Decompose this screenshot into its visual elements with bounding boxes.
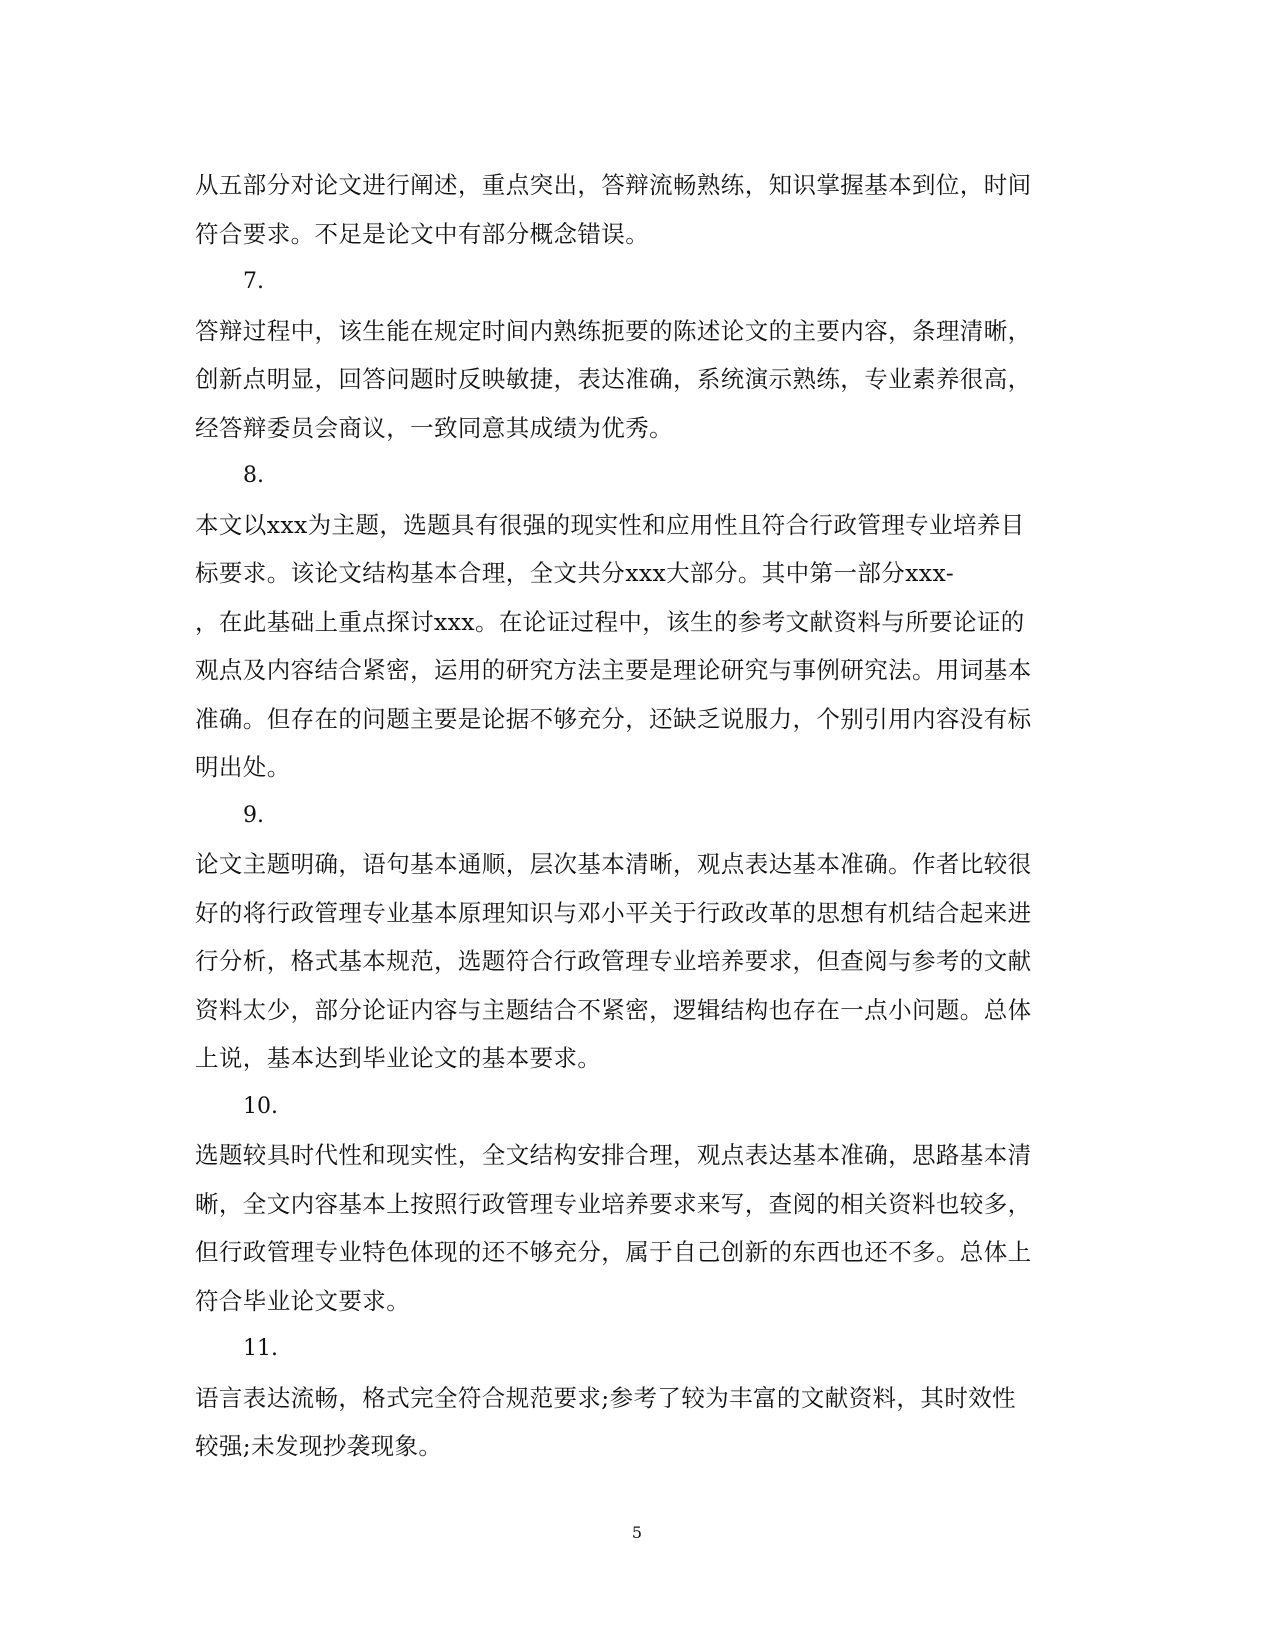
- text-line: 行分析，格式基本规范，选题符合行政管理专业培养要求，但查阅与参考的文献: [195, 947, 1032, 975]
- text-line: 论文主题明确，语句基本通顺，层次基本清晰，观点表达基本准确。作者比较很: [195, 850, 1032, 878]
- text-line: 好的将行政管理专业基本原理知识与邓小平关于行政改革的思想有机结合起来进: [195, 898, 1032, 927]
- text-line: 晰，全文内容基本上按照行政管理专业培养要求来写，查阅的相关资料也较多，: [195, 1189, 1032, 1218]
- text-line: 答辩过程中，该生能在规定时间内熟练扼要的陈述论文的主要内容，条理清晰，: [195, 316, 1032, 345]
- item-number-8: 8.: [243, 463, 264, 488]
- comment-paragraph: [195, 1131, 1075, 1325]
- text-line: 符合要求。不足是论文中有部分概念错误。: [195, 219, 650, 248]
- comment-paragraph: [195, 161, 1075, 258]
- text-line: 明出处。: [195, 753, 291, 781]
- text-line: 经答辩委员会商议，一致同意其成绩为优秀。: [195, 413, 673, 442]
- text-line: 创新点明显，回答问题时反映敏捷，表达准确，系统演示熟练，专业素养很高，: [195, 365, 1032, 393]
- text-line: 但行政管理专业特色体现的还不够充分，属于自己创新的东西也还不多。总体上: [195, 1238, 1032, 1266]
- comment-paragraph: [195, 840, 1075, 1083]
- item-number-9: 9.: [243, 802, 264, 828]
- text-line: 从五部分对论文进行阐述，重点突出，答辩流畅熟练，知识掌握基本到位，时间: [195, 171, 1032, 199]
- text-line: 标要求。该论文结构基本合理，全文共分xxx大部分。其中第一部分xxx-: [195, 559, 955, 587]
- text-line: 上说，基本达到毕业论文的基本要求。: [195, 1044, 602, 1072]
- comment-paragraph: [195, 307, 1075, 453]
- text-line: 观点及内容结合紧密，运用的研究方法主要是理论研究与事例研究法。用词基本: [195, 656, 1032, 684]
- text-line: 本文以xxx为主题，选题具有很强的现实性和应用性且符合行政管理专业培养目: [195, 510, 1025, 539]
- document-body: [195, 161, 1075, 1471]
- text-line: 较强;未发现抄袭现象。: [195, 1432, 443, 1460]
- item-number-7: 7.: [243, 269, 264, 294]
- text-line: 资料太少，部分论证内容与主题结合不紧密，逻辑结构也存在一点小问题。总体: [195, 995, 1032, 1024]
- comment-paragraph: [195, 501, 1075, 792]
- page-number: 5: [631, 1523, 643, 1542]
- comment-paragraph: [195, 1374, 1075, 1471]
- text-line: 选题较具时代性和现实性，全文结构安排合理，观点表达基本准确，思路基本清: [195, 1141, 1032, 1169]
- item-number-11: 11.: [243, 1336, 278, 1361]
- text-line: 符合毕业论文要求。: [195, 1286, 411, 1315]
- text-line: ，在此基础上重点探讨xxx。在论证过程中，该生的参考文献资料与所要论证的: [195, 607, 1025, 636]
- text-line: 准确。但存在的问题主要是论据不够充分，还缺乏说服力，个别引用内容没有标: [195, 704, 1032, 733]
- item-number-10: 10.: [243, 1093, 278, 1119]
- text-line: 语言表达流畅，格式完全符合规范要求;参考了较为丰富的文献资料，其时效性: [195, 1383, 1016, 1412]
